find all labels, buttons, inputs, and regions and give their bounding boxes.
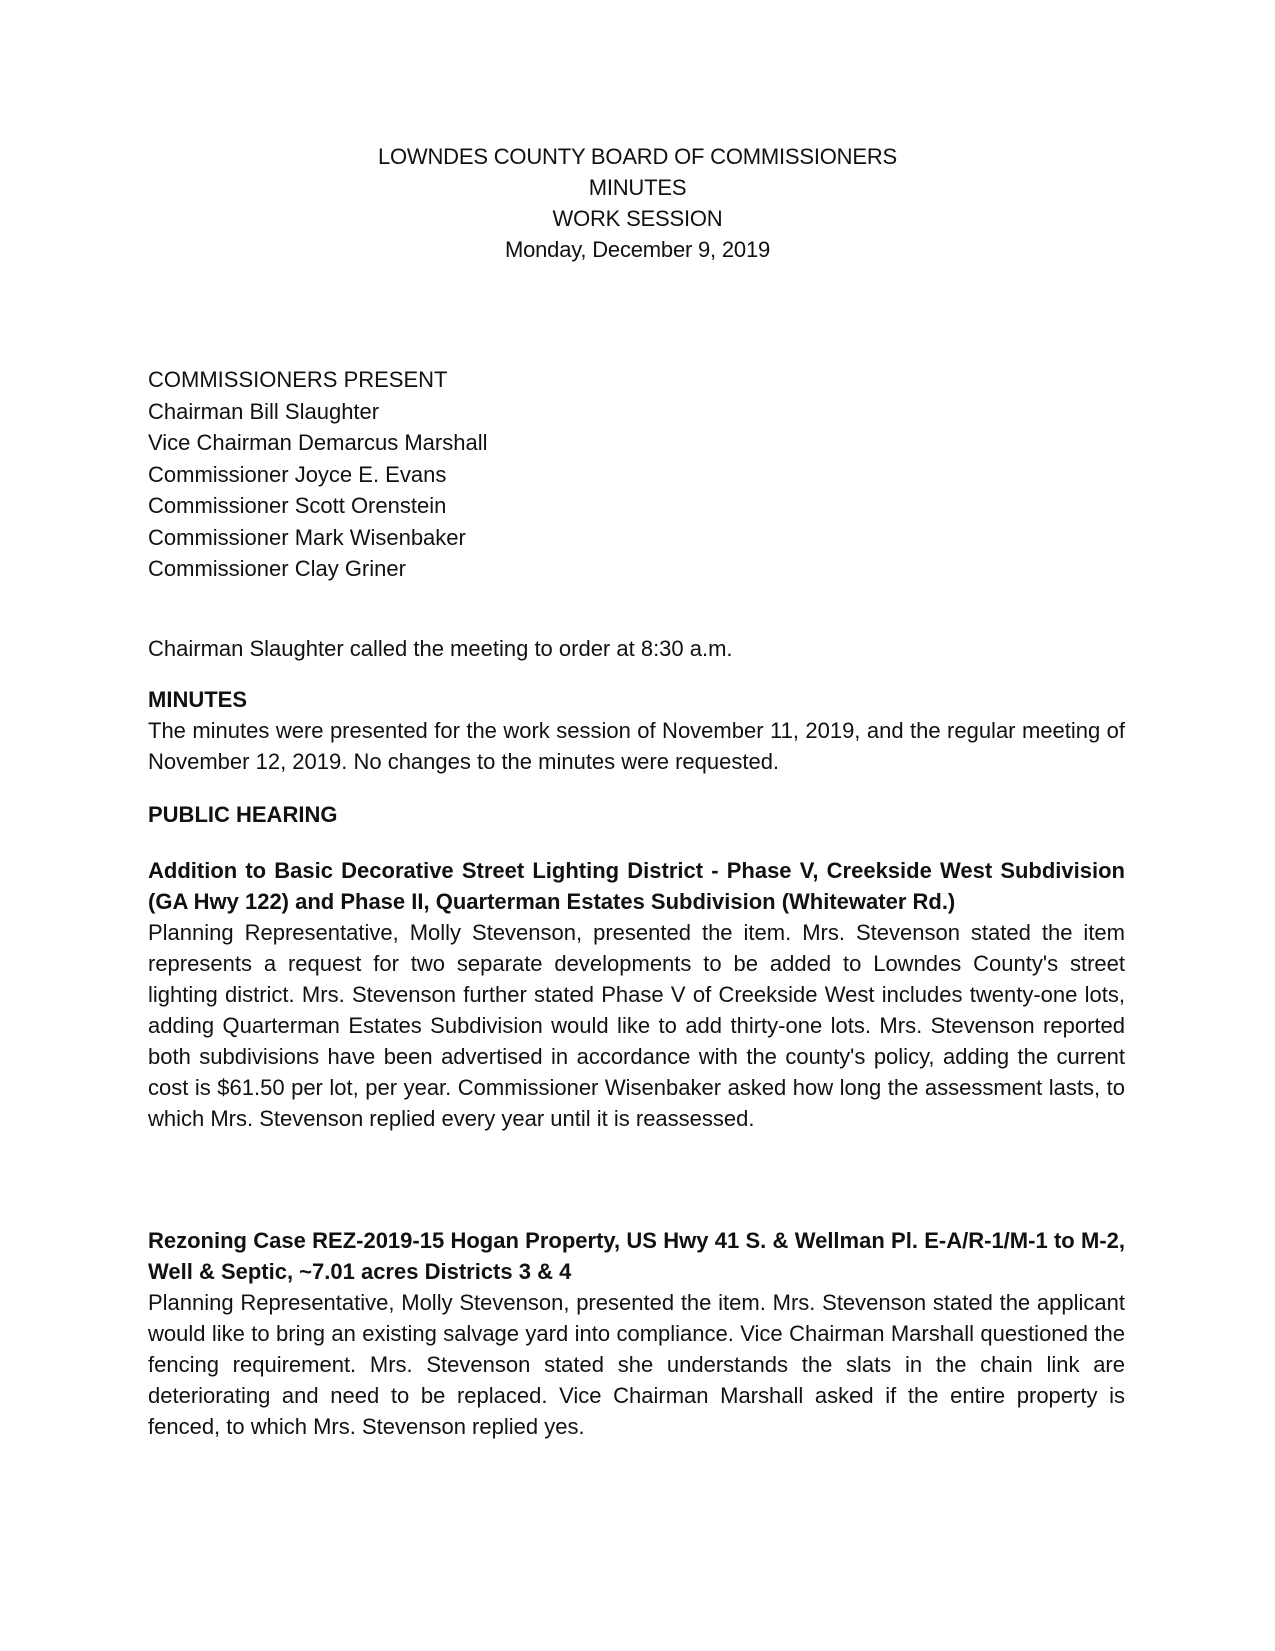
- org-title: LOWNDES COUNTY BOARD OF COMMISSIONERS: [377, 144, 898, 169]
- member-item: Commissioner Clay Griner: [148, 556, 406, 581]
- hearing-item: [148, 855, 1125, 1134]
- minutes-body: The minutes were presented for the work session of November 11, 2019, and the regular meeting of November 12, 2019. No changes to the minutes were requested.: [148, 718, 1125, 774]
- hearing-item: [148, 1225, 1125, 1442]
- minutes-heading: MINUTES: [148, 687, 247, 712]
- hearing-item-body: Planning Representative, Molly Stevenson, presented the item. Mrs. Stevenson stated the item represents a request for two separate developments to be added to Lowndes County's street lighting district. Mrs. Stevenson further stated Phase V of Creekside West includes twenty-one lots, adding Quarterman Estates Subdivision would like to add thirty-one lots. Mrs. Stevenson reported both subdivisions have been advertised in accordance with the county's policy, adding the current cost is $61.50 per lot, per year. Commissioner Wisenbaker asked how long the assessment lasts, to which Mrs. Stevenson replied every year until it is reassessed.: [148, 920, 1125, 1131]
- member-item: Commissioner Scott Orenstein: [148, 493, 447, 518]
- attendance-section: [148, 364, 1125, 585]
- hearing-item-title: Addition to Basic Decorative Street Lighting District - Phase V, Creekside West Subdivision (GA Hwy 122) and Phase II, Quarterman Estates Subdivision (Whitewater Rd.): [148, 858, 1125, 914]
- attendance-heading: COMMISSIONERS PRESENT: [148, 367, 448, 392]
- session-type: WORK SESSION: [552, 206, 723, 231]
- member-item: Chairman Bill Slaughter: [148, 398, 380, 424]
- doc-type: MINUTES: [588, 175, 687, 200]
- member-item: Commissioner Joyce E. Evans: [148, 461, 447, 487]
- minutes-section: [148, 684, 1125, 777]
- member-item: Vice Chairman Demarcus Marshall: [148, 430, 488, 455]
- hearing-item-body: Planning Representative, Molly Stevenson, presented the item. Mrs. Stevenson stated the applicant would like to bring an existing salvage yard into compliance. Vice Chairman Marshall questioned the fencing requirement. Mrs. Stevenson stated she understands the slats in the chain link are deteriorating and need to be replaced. Vice Chairman Marshall asked if the entire property is fenced, to which Mrs. Stevenson replied yes.: [148, 1290, 1125, 1439]
- hearing-item-title: Rezoning Case REZ-2019-15 Hogan Property, US Hwy 41 S. & Wellman Pl. E-A/R-1/M-1 to M-2, Well & Septic, ~7.01 acres Districts 3 & 4: [148, 1228, 1125, 1284]
- call-to-order: Chairman Slaughter called the meeting to order at 8:30 a.m.: [148, 636, 733, 661]
- meeting-date: Monday, December 9, 2019: [504, 237, 771, 262]
- document-header: [0, 141, 1275, 265]
- member-item: Commissioner Mark Wisenbaker: [148, 524, 466, 550]
- public-hearing-heading: PUBLIC HEARING: [148, 802, 338, 827]
